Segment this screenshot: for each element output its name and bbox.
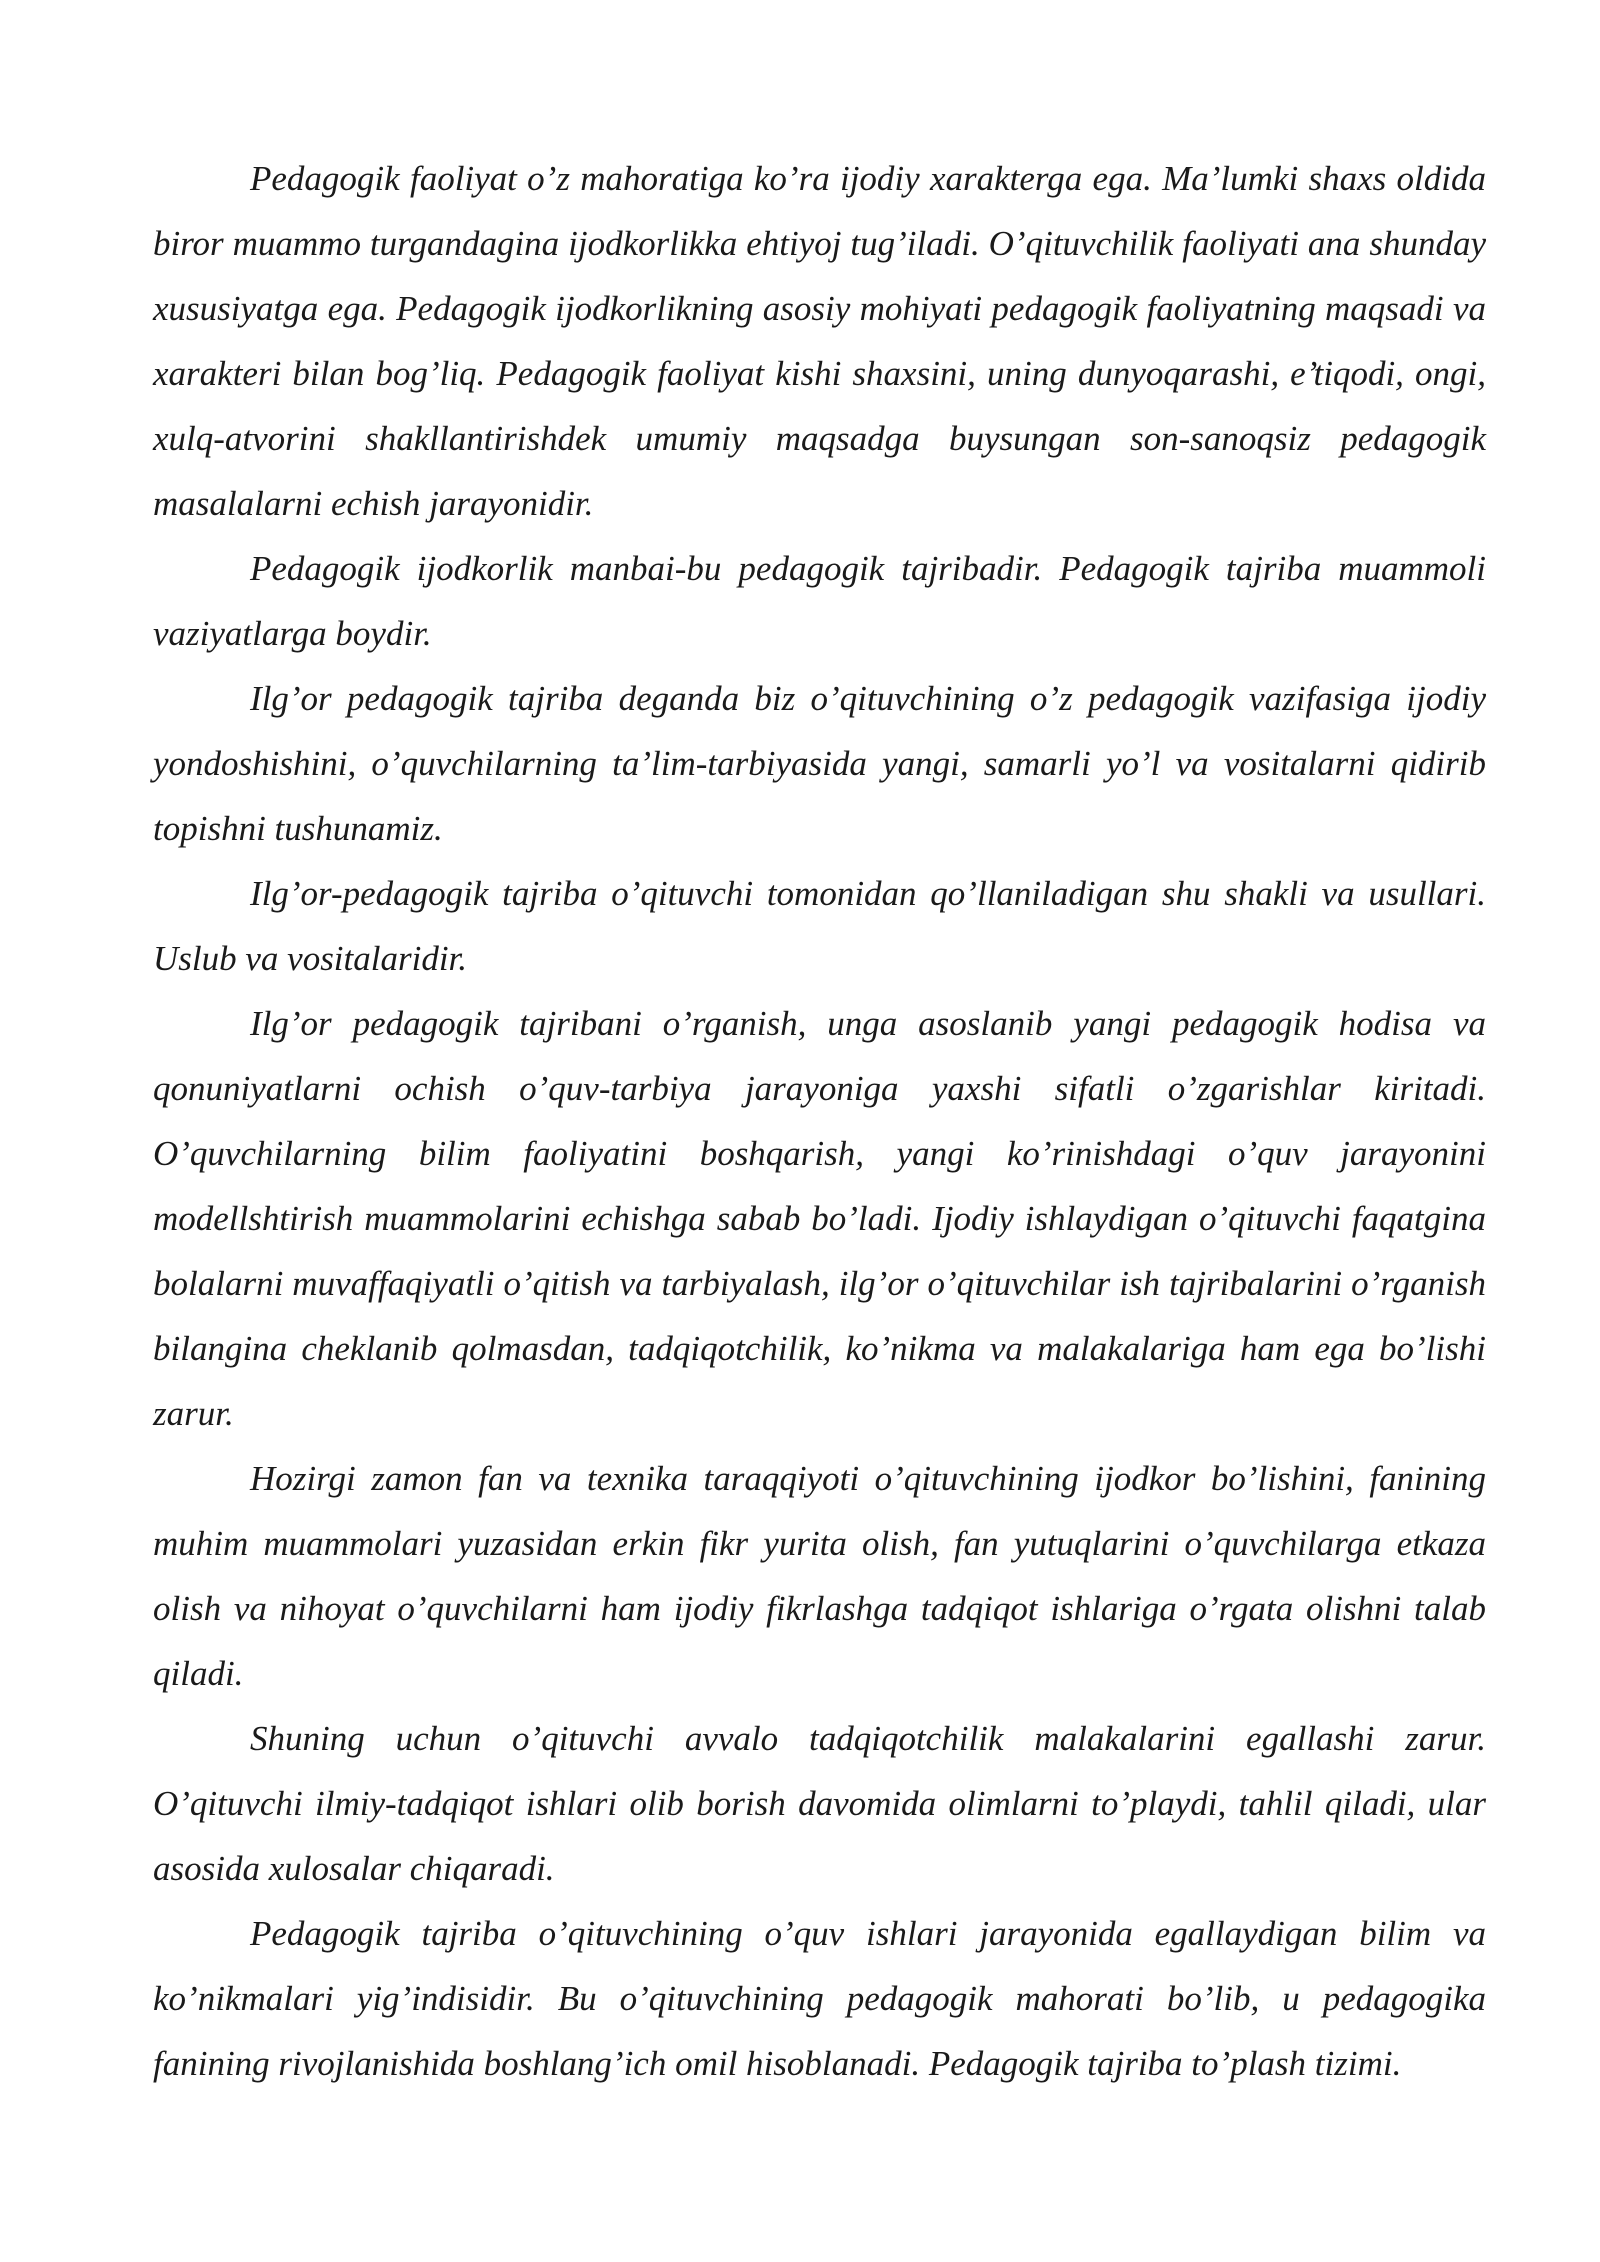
paragraph-2: Pedagogik ijodkorlik manbai-bu pedagogik tajribadir. Pedagogik tajriba muammoli vaziyatlarga boydir. — [153, 549, 1486, 653]
paragraph-6: Hozirgi zamon fan va texnika taraqqiyoti o’qituvchining ijodkor bo’lishini, fanining muhim muammolari yuzasidan erkin fikr yurita olish, fan yutuqlarini o’quvchilarga etkaza olish va nihoyat o’quvchilarni ham ijodiy fikrlashga tadqiqot ishlariga o’rgata olishni talab qiladi. — [153, 1459, 1486, 1693]
paragraph-1: Pedagogik faoliyat o’z mahoratiga ko’ra ijodiy xarakterga ega. Ma’lumki shaxs oldida biror muammo turgandagina ijodkorlikka ehtiyoj tug’iladi. O’qituvchilik faoliyati ana shunday xususiyatga ega. Pedagogik ijodkorlikning asosiy mohiyati pedagogik faoliyatning maqsadi va xarakteri bilan bog’liq. Pedagogik faoliyat kishi shaxsini, uning dunyoqarashi, e’tiqodi, ongi, xulq-atvorini shakllantirishdek umumiy maqsadga buysungan son-sanoqsiz pedagogik masalalarni echish jarayonidir. — [153, 159, 1486, 523]
document-body — [153, 146, 1486, 2096]
paragraph-8: Pedagogik tajriba o’qituvchining o’quv ishlari jarayonida egallaydigan bilim va ko’nikmalari yig’indisidir. Bu o’qituvchining pedagogik mahorati bo’lib, u pedagogika fanining rivojlanishida boshlang’ich omil hisoblanadi. Pedagogik tajriba to’plash tizimi. — [153, 1914, 1486, 2083]
paragraph-4: Ilg’or-pedagogik tajriba o’qituvchi tomonidan qo’llaniladigan shu shakli va usullari. Uslub va vositalaridir. — [153, 874, 1486, 978]
paragraph-3: Ilg’or pedagogik tajriba deganda biz o’qituvchining o’z pedagogik vazifasiga ijodiy yondoshishini, o’quvchilarning ta’lim-tarbiyasida yangi, samarli yo’l va vositalarni qidirib topishni tushunamiz. — [153, 679, 1486, 848]
paragraph-7: Shuning uchun o’qituvchi avvalo tadqiqotchilik malakalarini egallashi zarur. O’qituvchi ilmiy-tadqiqot ishlari olib borish davomida olimlarni to’playdi, tahlil qiladi, ular asosida xulosalar chiqaradi. — [153, 1719, 1486, 1888]
paragraph-5: Ilg’or pedagogik tajribani o’rganish, unga asoslanib yangi pedagogik hodisa va qonuniyatlarni ochish o’quv-tarbiya jarayoniga yaxshi sifatli o’zgarishlar kiritadi. O’quvchilarning bilim faoliyatini boshqarish, yangi ko’rinishdagi o’quv jarayonini modellshtirish muammolarini echishga sabab bo’ladi. Ijodiy ishlaydigan o’qituvchi faqatgina bolalarni muvaffaqiyatli o’qitish va tarbiyalash, ilg’or o’qituvchilar ish tajribalarini o’rganish bilangina cheklanib qolmasdan, tadqiqotchilik, ko’nikma va malakalariga ham ega bo’lishi zarur. — [153, 1004, 1486, 1433]
